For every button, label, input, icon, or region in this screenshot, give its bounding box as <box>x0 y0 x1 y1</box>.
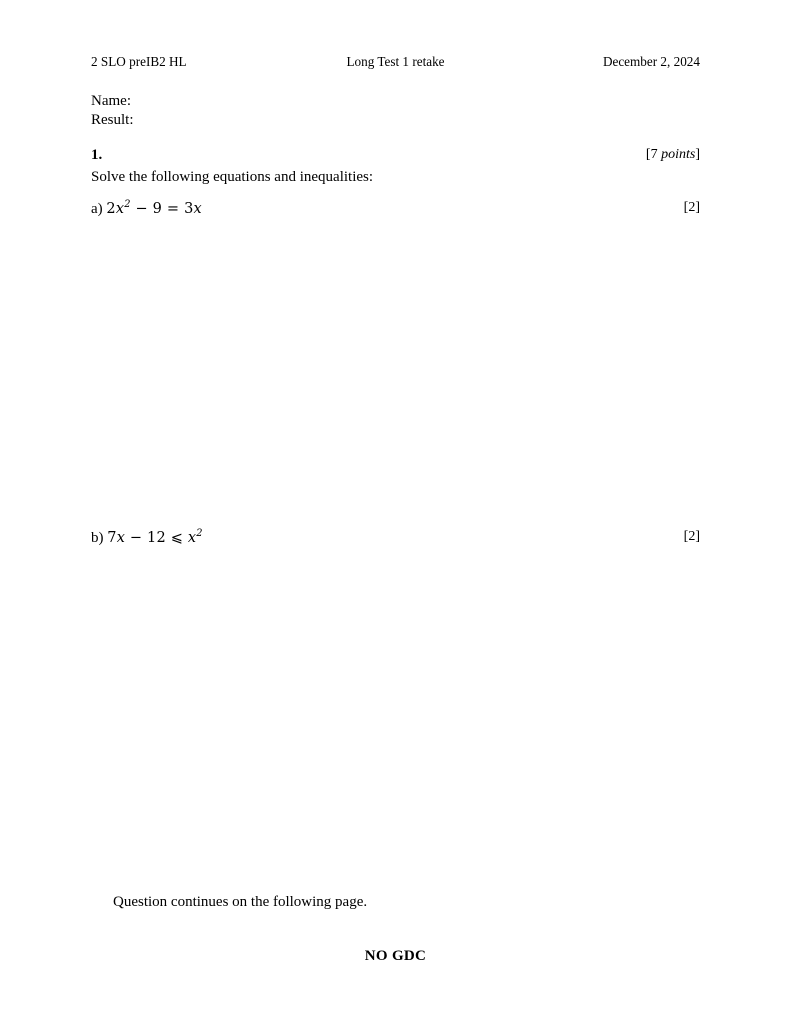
header-title: Long Test 1 retake <box>346 54 445 69</box>
part-a-rhs-coef: 3 <box>184 200 194 217</box>
part-b-expression <box>107 530 202 546</box>
student-fields <box>91 92 134 130</box>
part-a-equals: = <box>162 200 185 217</box>
question-number: 1. <box>91 147 103 163</box>
header-course: 2 SLO preIB2 HL <box>91 54 187 69</box>
name-field-label: Name: <box>91 93 131 109</box>
part-b-rhs-var: x <box>187 529 197 546</box>
question-1-header <box>91 146 700 187</box>
question-part-b <box>91 528 700 547</box>
question-part-a <box>91 199 700 218</box>
part-a-coef: 2 <box>106 200 116 217</box>
part-a-rhs-var: x <box>193 200 202 217</box>
part-a-marks: [2] <box>683 200 700 215</box>
points-open: [7 <box>645 147 662 162</box>
part-a-minus: − <box>130 200 153 217</box>
part-a-expression <box>106 201 202 217</box>
question-prompt: Solve the following equations and inequalities: <box>91 168 374 185</box>
header-date: December 2, 2024 <box>602 54 700 69</box>
no-gdc-note: NO GDC <box>364 948 427 964</box>
points-word: points <box>661 147 696 162</box>
points-close: ] <box>695 147 700 162</box>
part-b-label: b) <box>91 529 104 546</box>
part-a-constant: 9 <box>152 200 163 217</box>
part-b-marks: [2] <box>683 529 700 544</box>
part-b-relation: ⩽ <box>165 529 188 546</box>
part-a-label: a) <box>91 200 103 217</box>
continues-note: Question continues on the following page. <box>113 894 368 910</box>
part-b-exponent: 2 <box>196 528 203 539</box>
part-b-var: x <box>116 529 126 546</box>
result-field-label: Result: <box>91 111 134 128</box>
part-b-constant: 12 <box>147 529 166 546</box>
part-b-minus: − <box>125 529 148 546</box>
part-b-coef: 7 <box>107 529 117 546</box>
part-a-var: x <box>115 200 125 217</box>
question-points <box>646 146 700 164</box>
part-a-exponent: 2 <box>124 199 131 210</box>
